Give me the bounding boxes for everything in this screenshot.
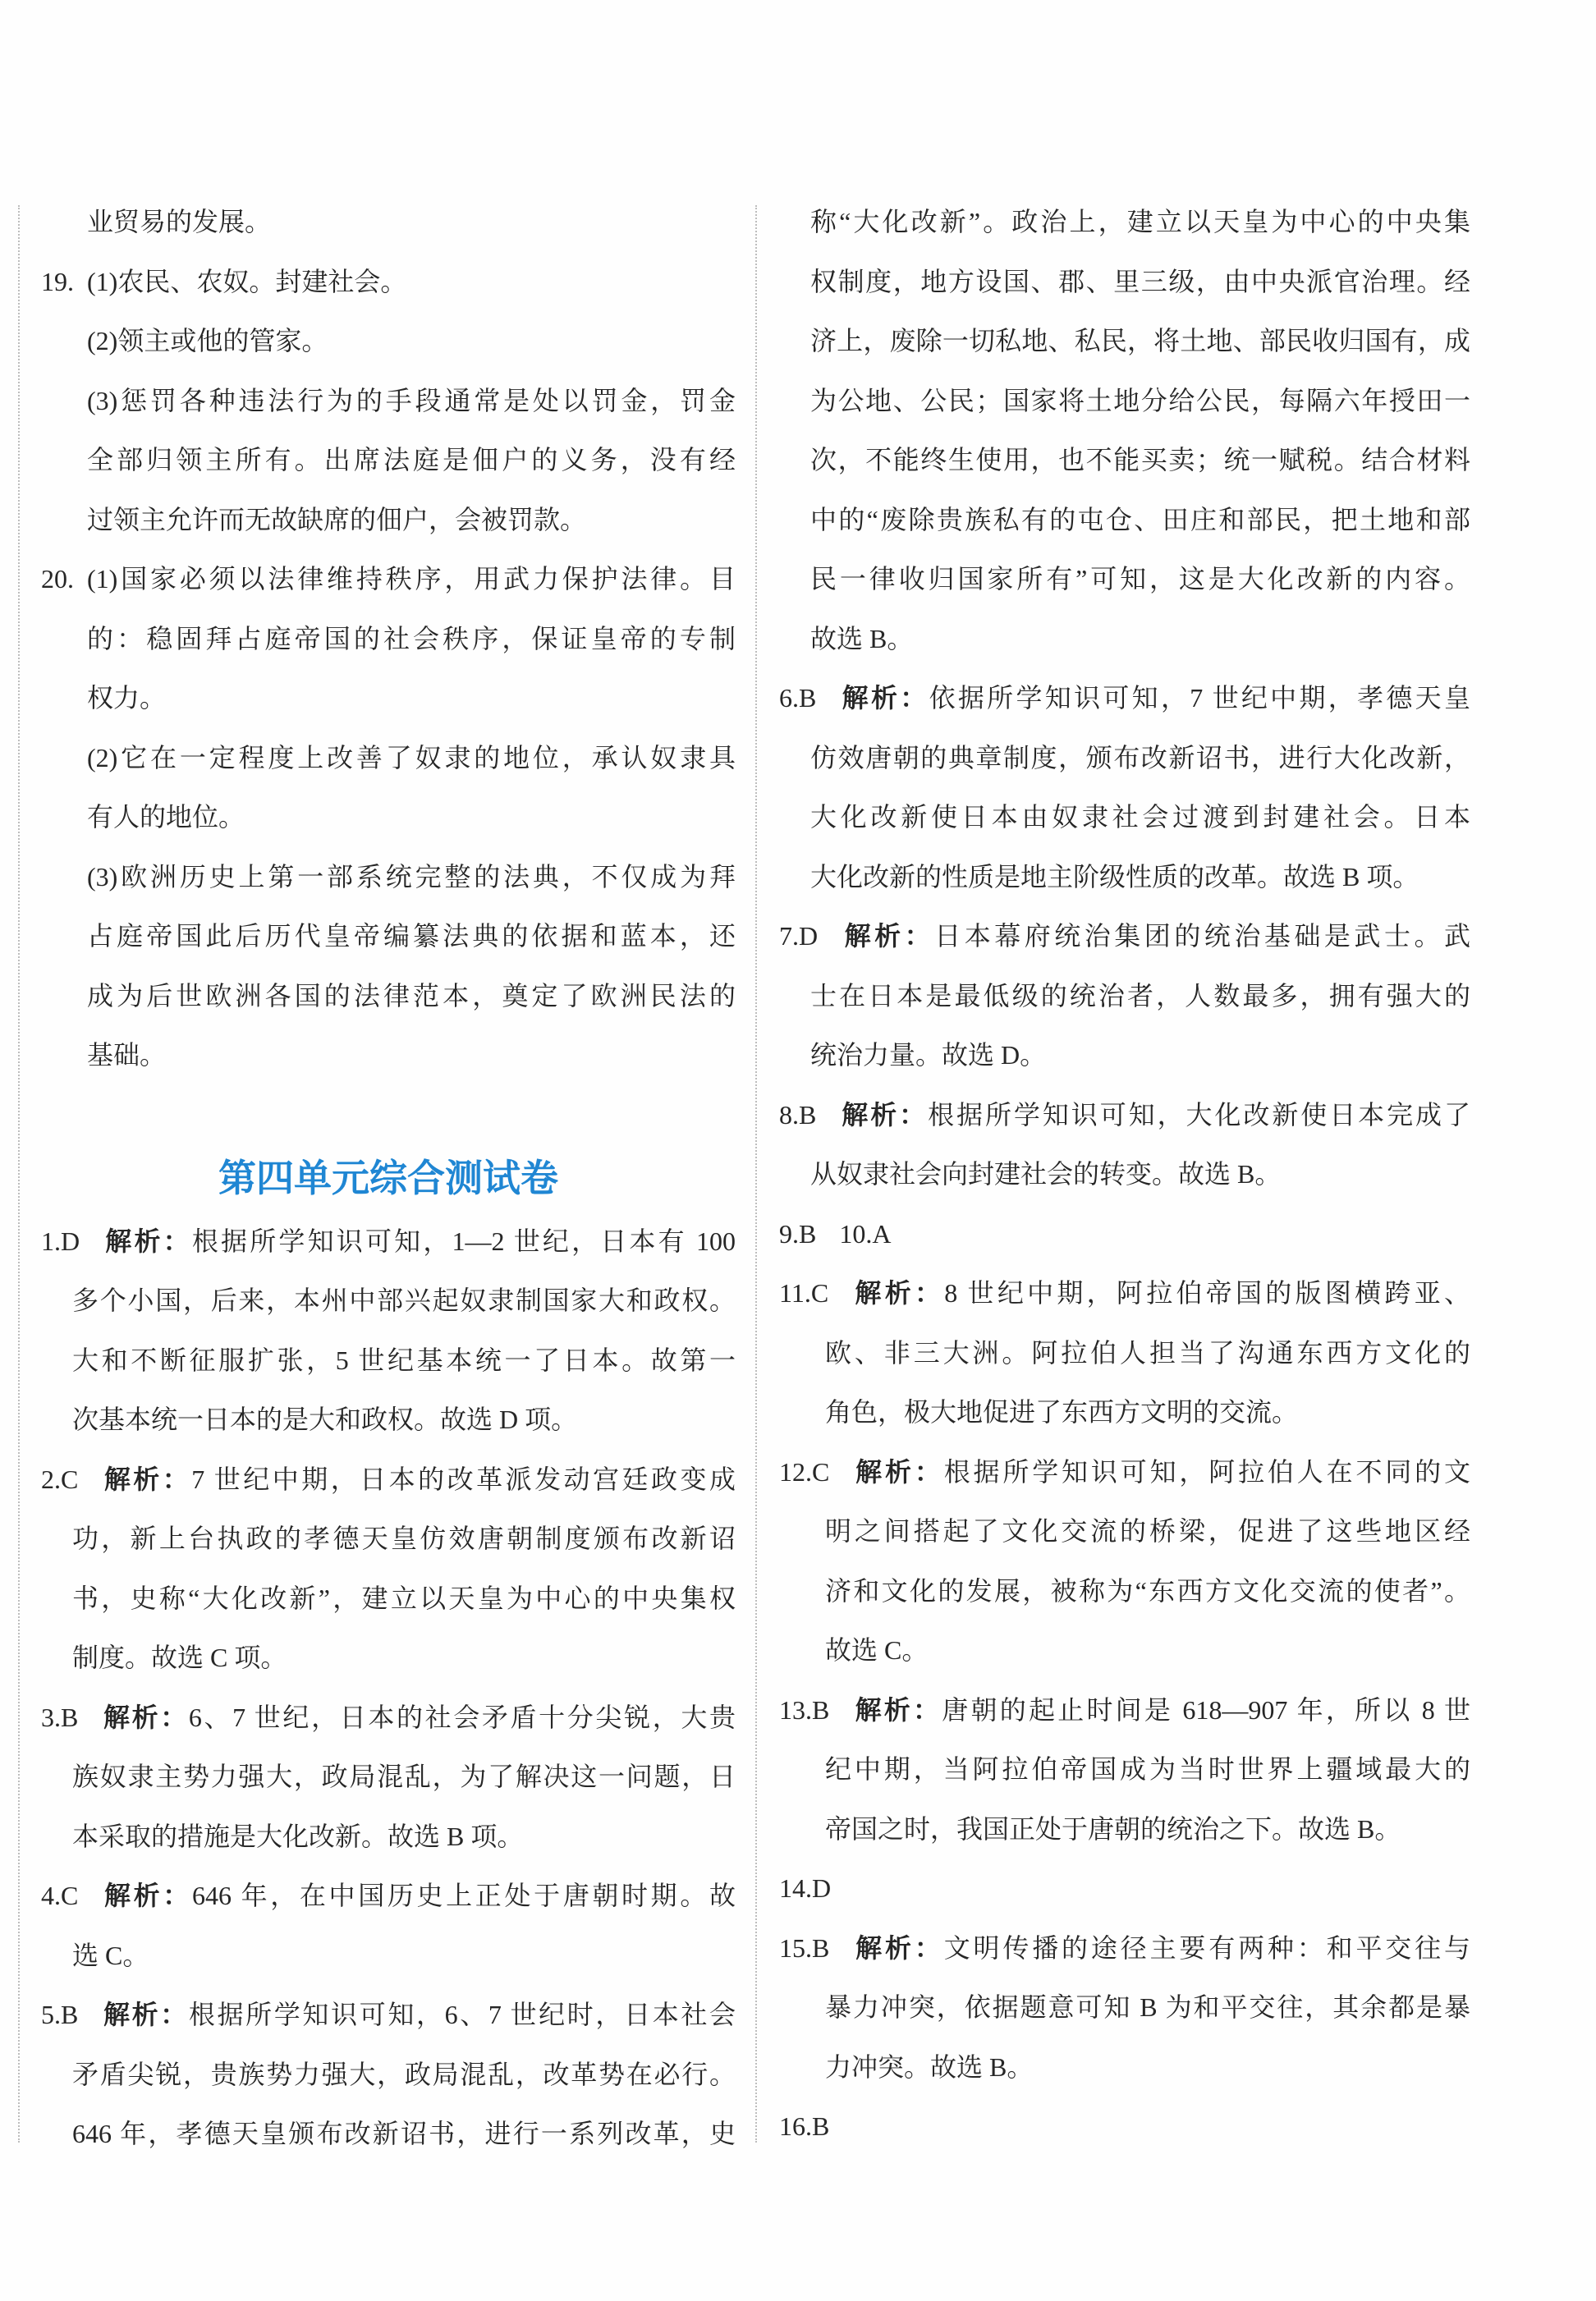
analysis-label: 解析：	[852, 1694, 942, 1726]
question-number: 4.	[41, 1881, 61, 1910]
text-line	[41, 2045, 736, 2105]
text-line	[779, 1978, 1470, 2037]
text-line	[41, 1866, 736, 1926]
answer-letter: C	[61, 1464, 79, 1494]
analysis-label: 解析：	[101, 1701, 189, 1733]
answer-text: 济和文化的发展，被称为“东西方文化交流的使者”。	[825, 1575, 1470, 1606]
column-divider-rule	[755, 205, 757, 2143]
text-line	[779, 1442, 1470, 1502]
text-line	[779, 549, 1470, 609]
text-line	[779, 1680, 1470, 1740]
answer-item	[779, 1442, 1470, 1680]
answer-text: 仿效唐朝的典章制度，颁布改新诏书，进行大化改新，	[810, 742, 1470, 772]
answer-text: 称“大化改新”。政治上，建立以天皇为中心的中央集	[810, 207, 1470, 236]
text-line	[41, 2104, 736, 2164]
answer-text: 唐朝的起止时间是 618—907 年，所以 8 世	[942, 1694, 1470, 1725]
answer-item	[41, 1985, 736, 2164]
question-number: 14.	[779, 1873, 812, 1903]
left-margin-rule	[18, 205, 20, 2143]
analysis-label: 解析：	[103, 1225, 192, 1257]
answer-letter: D	[799, 921, 819, 951]
answer-item	[779, 1680, 1470, 1859]
text-line	[41, 192, 736, 252]
question-number: 2.	[41, 1464, 61, 1494]
answer-text: 的：稳固拜占庭帝国的社会秩序，保证皇帝的专制	[87, 623, 736, 653]
answer-text: 根据所学知识可知，6、7 世纪时，日本社会	[188, 2000, 736, 2029]
answer-text: 8 世纪中期，阿拉伯帝国的版图横跨亚、	[944, 1278, 1470, 1308]
right-answers	[779, 192, 1470, 2157]
answer-text: 次基本统一日本的是大和政权。故选 D 项。	[72, 1405, 578, 1434]
text-line	[779, 1382, 1470, 1442]
answer-text: 基础。	[87, 1040, 167, 1070]
answer-text: 选 C。	[72, 1940, 149, 1970]
text-line	[41, 1509, 736, 1569]
answer-text: 民一律收归国家所有”可知，这是大化改新的内容。	[810, 564, 1470, 594]
answer-text: 文明传播的途径主要有两种：和平交往与	[943, 1932, 1470, 1963]
answer-text: 故选 B。	[810, 623, 914, 653]
answer-letter: B	[812, 1932, 830, 1963]
text-line	[779, 1859, 1470, 1918]
answer-text: 故选 C。	[825, 1635, 929, 1665]
text-line	[779, 1561, 1470, 1621]
answer-item	[779, 1263, 1470, 1442]
question-number: 11.	[779, 1278, 811, 1308]
text-line	[41, 311, 736, 371]
answer-text: 多个小国，后来，本州中部兴起奴隶制国家大和政权。	[72, 1286, 736, 1315]
answer-text: 中的“废除贵族私有的屯仓、田庄和部民，把土地和部	[810, 504, 1470, 534]
question-number: 1.	[41, 1226, 61, 1256]
answer-text: 646 年，在中国历史上正处于唐朝时期。故	[191, 1881, 736, 1910]
answer-text: 权制度，地方设国、郡、里三级，由中央派官治理。经	[810, 266, 1470, 296]
analysis-label: 解析：	[851, 1277, 945, 1309]
answer-text: 大和不断征服扩张，5 世纪基本统一了日本。故第一	[72, 1345, 736, 1375]
answer-letter: B	[812, 2111, 830, 2141]
text-line	[41, 1628, 736, 1688]
answer-text: (2)领主或他的管家。	[87, 326, 328, 355]
answer-text: 力冲突。故选 B。	[825, 2051, 1034, 2082]
text-line	[41, 252, 736, 312]
question-number: 8.	[779, 1099, 799, 1130]
text-line	[779, 1620, 1470, 1680]
answer-text: 646 年，孝德天皇颁布改新诏书，进行一系列改革，史	[72, 2119, 736, 2148]
text-line	[41, 549, 736, 609]
left-lower-answers	[41, 1212, 736, 2164]
text-line	[41, 728, 736, 788]
answer-letter: D	[61, 1226, 80, 1256]
answer-letter: C	[810, 1278, 829, 1308]
text-line	[41, 1450, 736, 1510]
answer-text: 士在日本是最低级的统治者，人数最多，拥有强大的	[810, 980, 1470, 1011]
text-line	[779, 1323, 1470, 1383]
text-line	[779, 847, 1470, 907]
answer-text: 大化改新使日本由奴隶社会过渡到封建社会。日本	[810, 802, 1470, 832]
answer-letter: B	[799, 683, 817, 713]
analysis-label: 解析：	[841, 920, 935, 951]
text-line	[779, 1918, 1470, 1978]
left-column	[41, 192, 736, 2164]
analysis-label: 解析：	[852, 1455, 944, 1487]
answer-text: 全部归领主所有。出席法庭是佃户的义务，没有经	[87, 445, 736, 474]
question-number: 19.	[41, 266, 74, 296]
text-line	[41, 430, 736, 490]
question-number: 10.	[839, 1218, 873, 1249]
answer-text: 根据所学知识可知，阿拉伯人在不同的文	[943, 1456, 1470, 1487]
text-line	[779, 728, 1470, 788]
answer-letter: B	[799, 1218, 817, 1249]
text-line	[41, 1212, 736, 1272]
answer-text: (1)国家必须以法律维持秩序，用武力保护法律。目	[87, 564, 736, 594]
text-line	[779, 1025, 1470, 1085]
answer-text: 明之间搭起了文化交流的桥梁，促进了这些地区经	[825, 1516, 1470, 1546]
text-line	[41, 1331, 736, 1391]
answer-text: 从奴隶社会向封建社会的转变。故选 B。	[810, 1159, 1282, 1189]
text-line	[779, 1501, 1470, 1561]
answer-item	[41, 1212, 736, 1450]
answer-text: 依据所学知识可知，7 世纪中期，孝德天皇	[929, 683, 1470, 713]
answer-item	[779, 1085, 1470, 1204]
answer-text: 次，不能终生使用，也不能买卖；统一赋税。结合材料	[810, 445, 1470, 474]
answer-text: 根据所学知识可知，1—2 世纪，日本有 100	[191, 1226, 736, 1256]
analysis-label: 解析：	[852, 1932, 944, 1964]
question-number: 20.	[41, 564, 74, 594]
text-line	[41, 1688, 736, 1748]
answer-item	[41, 252, 736, 550]
answer-letter: D	[812, 1873, 832, 1903]
text-line	[41, 1985, 736, 2045]
text-line	[41, 371, 736, 431]
question-number: 13.	[779, 1694, 812, 1725]
answer-text: 暴力冲突，依据题意可知 B 为和平交往，其余都是暴	[825, 1992, 1470, 2022]
answer-text: 大化改新的性质是地主阶级性质的改革。故选 B 项。	[810, 861, 1419, 892]
text-line	[779, 371, 1470, 431]
text-line	[41, 668, 736, 728]
text-line	[779, 490, 1470, 550]
answer-text: 7 世纪中期，日本的改革派发动宫廷政变成	[191, 1464, 736, 1494]
answer-letter: B	[61, 2000, 79, 2029]
answer-item	[41, 192, 736, 252]
answer-text: 6、7 世纪，日本的社会矛盾十分尖锐，大贵	[188, 1702, 736, 1732]
answer-text: (2)它在一定程度上改善了奴隶的地位，承认奴隶具	[87, 742, 736, 772]
text-line	[41, 1747, 736, 1807]
answer-item	[779, 2097, 1470, 2157]
analysis-label: 解析：	[839, 1098, 929, 1130]
answer-text: 统治力量。故选 D。	[810, 1040, 1047, 1070]
text-line	[779, 311, 1470, 371]
question-number: 3.	[41, 1702, 61, 1732]
text-line	[779, 1144, 1470, 1204]
answer-text: 矛盾尖锐，贵族势力强大，政局混乱，改革势在必行。	[72, 2059, 736, 2089]
answer-item	[41, 1688, 736, 1867]
text-line	[41, 1807, 736, 1867]
text-line	[41, 847, 736, 907]
answer-item	[779, 1204, 1470, 1264]
text-line	[779, 2097, 1470, 2157]
text-line	[41, 1271, 736, 1331]
answer-letter: B	[812, 1694, 830, 1725]
answer-text: 有人的地位。	[87, 802, 245, 832]
text-line	[41, 1390, 736, 1450]
text-line	[779, 252, 1470, 312]
answer-item	[41, 549, 736, 1085]
question-number: 5.	[41, 2000, 61, 2029]
analysis-label: 解析：	[101, 1999, 189, 2030]
answer-item	[41, 1450, 736, 1688]
question-number: 9.	[779, 1218, 799, 1249]
answer-text: (3)惩罚各种违法行为的手段通常是处以罚金，罚金	[87, 385, 736, 415]
text-line	[779, 192, 1470, 252]
right-column	[779, 192, 1470, 2157]
answer-text: 济上，废除一切私地、私民，将土地、部民收归国有，成	[810, 326, 1470, 355]
text-line	[41, 609, 736, 669]
answer-text: 业贸易的发展。	[87, 207, 272, 236]
answer-text: (3)欧洲历史上第一部系统完整的法典，不仅成为拜	[87, 861, 736, 892]
text-line	[41, 787, 736, 847]
text-line	[779, 787, 1470, 847]
left-upper-answers	[41, 192, 736, 1085]
answer-text: 本采取的措施是大化改新。故选 B 项。	[72, 1821, 524, 1851]
text-line	[779, 1799, 1470, 1859]
analysis-label: 解析：	[839, 682, 929, 713]
answer-letter: B	[799, 1099, 817, 1130]
text-line	[41, 1569, 736, 1629]
answer-text: (1)农民、农奴。封建社会。	[87, 266, 407, 296]
answer-text: 过领主允许而无故缺席的佃户，会被罚款。	[87, 504, 587, 534]
answer-letter: C	[61, 1881, 79, 1910]
text-line	[41, 1926, 736, 1986]
text-line	[41, 490, 736, 550]
question-number: 15.	[779, 1932, 812, 1963]
text-line	[779, 609, 1470, 669]
text-line	[779, 1263, 1470, 1323]
text-line	[779, 906, 1470, 966]
text-line	[41, 906, 736, 966]
answer-text: 欧、非三大洲。阿拉伯人担当了沟通东西方文化的	[825, 1337, 1470, 1368]
answer-letter: C	[812, 1456, 830, 1487]
question-number: 7.	[779, 921, 799, 951]
answer-text: 权力。	[87, 683, 167, 713]
answer-item	[779, 1859, 1470, 1918]
answer-letter: A	[872, 1218, 892, 1249]
text-line	[779, 966, 1470, 1026]
answer-text: 成为后世欧洲各国的法律范本，奠定了欧洲民法的	[87, 980, 736, 1011]
answer-text: 为公地、公民；国家将土地分给公民，每隔六年授田一	[810, 385, 1470, 415]
answer-text: 功，新上台执政的孝德天皇仿效唐朝制度颁布改新诏	[72, 1524, 736, 1553]
text-line	[779, 1740, 1470, 1799]
section-heading: 第四单元综合测试卷	[218, 1156, 558, 1199]
answer-text: 纪中期，当阿拉伯帝国成为当时世界上疆域最大的	[825, 1754, 1470, 1784]
answer-text: 根据所学知识可知，大化改新使日本完成了	[928, 1099, 1470, 1130]
analysis-label: 解析：	[101, 1463, 192, 1495]
answer-letter: B	[61, 1702, 79, 1732]
text-line	[41, 1025, 736, 1085]
text-line	[779, 668, 1470, 728]
question-number: 16.	[779, 2111, 812, 2141]
answer-item	[779, 192, 1470, 668]
text-line	[779, 2037, 1470, 2097]
answer-text: 日本幕府统治集团的统治基础是武士。武	[934, 921, 1470, 951]
answer-text: 族奴隶主势力强大，政局混乱，为了解决这一问题，日	[72, 1762, 736, 1791]
answer-item	[779, 906, 1470, 1085]
text-line	[779, 430, 1470, 490]
answer-item	[779, 1918, 1470, 2097]
answer-text: 帝国之时，我国正处于唐朝的统治之下。故选 B。	[825, 1813, 1401, 1844]
answer-text: 书，史称“大化改新”，建立以天皇为中心的中央集权	[72, 1583, 736, 1613]
text-line	[779, 1204, 1470, 1264]
answer-item	[779, 668, 1470, 906]
question-number: 6.	[779, 683, 799, 713]
question-number: 12.	[779, 1456, 812, 1487]
answer-text: 制度。故选 C 项。	[72, 1643, 287, 1672]
text-line	[779, 1085, 1470, 1145]
answer-text: 角色，极大地促进了东西方文明的交流。	[825, 1397, 1299, 1427]
answer-item	[41, 1866, 736, 1985]
answer-text: 占庭帝国此后历代皇帝编纂法典的依据和蓝本，还	[87, 921, 736, 951]
text-line	[41, 966, 736, 1026]
analysis-label: 解析：	[101, 1880, 192, 1911]
